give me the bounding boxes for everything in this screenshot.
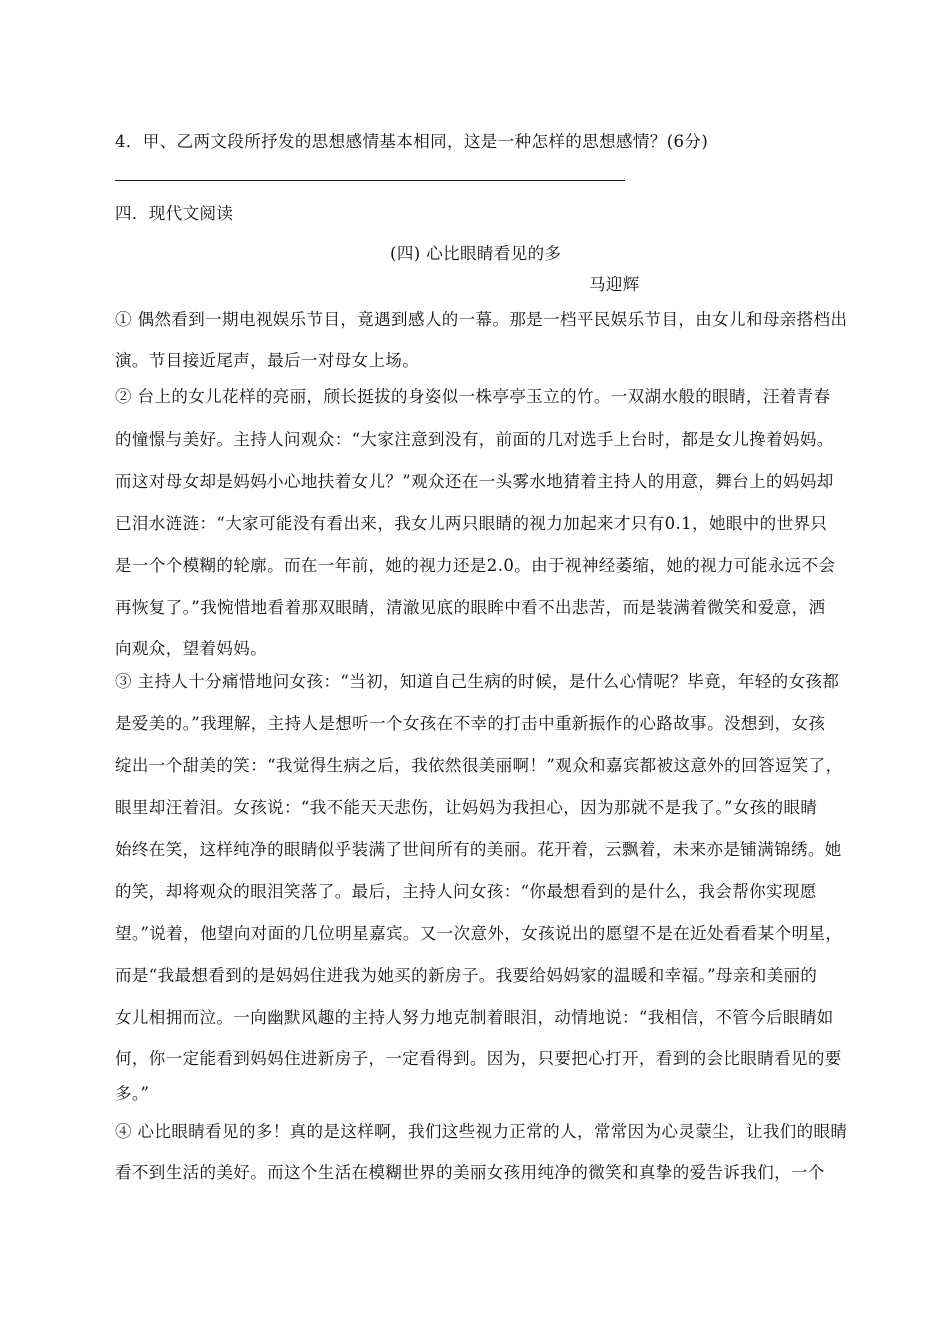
article-author: 马迎辉 — [589, 275, 640, 294]
body-line: 多。” — [115, 1084, 150, 1103]
body-line: ④ 心比眼睛看见的多！真的是这样啊，我们这些视力正常的人，常常因为心灵蒙尘，让我们的眼睛 — [115, 1122, 848, 1141]
body-line: 向观众，望着妈妈。 — [115, 639, 268, 658]
body-line: 看不到生活的美好。而这个生活在模糊世界的美丽女孩用纯净的微笑和真挚的爱告诉我们，一个 — [115, 1163, 825, 1182]
body-line: 绽出一个甜美的笑：“我觉得生病之后，我依然很美丽啊！”观众和嘉宾都被这意外的回答逗笑了， — [115, 756, 843, 775]
body-line: 何，你一定能看到妈妈住进新房子，一定看得到。因为，只要把心打开，看到的会比眼睛看见的要 — [115, 1049, 842, 1068]
body-line: 演。节目接近尾声，最后一对母女上场。 — [115, 351, 420, 370]
body-line: 已泪水涟涟：“大家可能没有看出来，我女儿两只眼睛的视力加起来才只有0.1，她眼中的世界只 — [115, 514, 828, 533]
question-4: 4．甲、乙两文段所抒发的思想感情基本相同，这是一种怎样的思想感情？(6分) — [115, 132, 709, 151]
body-line: 女儿相拥而泣。一向幽默风趣的主持人努力地克制着眼泪，动情地说：“我相信，不管今后眼睛如 — [115, 1008, 834, 1027]
body-line: 再恢复了。”我惋惜地看着那双眼睛，清澈见底的眼眸中看不出悲苦，而是装满着微笑和爱意，洒 — [115, 598, 826, 617]
body-line: 的笑，却将观众的眼泪笑落了。最后，主持人问女孩：“你最想看到的是什么，我会帮你实现愿 — [115, 882, 817, 901]
body-line: 眼里却汪着泪。女孩说：“我不能天天悲伤，让妈妈为我担心，因为那就不是我了。”女孩的眼睛 — [115, 798, 818, 817]
body-line: 是爱美的。”我理解，主持人是想听一个女孩在不幸的打击中重新振作的心路故事。没想到，女孩 — [115, 714, 826, 733]
body-line: ③ 主持人十分痛惜地问女孩：“当初，知道自己生病的时候，是什么心情呢？毕竟，年轻的女孩都 — [115, 672, 840, 691]
body-line: 的憧憬与美好。主持人问观众：“大家注意到没有，前面的几对选手上台时，都是女儿搀着妈妈。 — [115, 430, 834, 449]
article-title: (四) 心比眼睛看见的多 — [390, 244, 562, 263]
section-heading: 四．现代文阅读 — [115, 204, 234, 223]
body-line: 是一个个模糊的轮廓。而在一年前，她的视力还是2.0。由于视神经萎缩，她的视力可能永远不会 — [115, 556, 836, 575]
body-line: 望。”说着，他望向对面的几位明星嘉宾。又一次意外，女孩说出的愿望不是在近处看看某个明星， — [115, 924, 843, 943]
body-line: 始终在笑，这样纯净的眼睛似乎装满了世间所有的美丽。花开着，云飘着，未来亦是铺满锦绣。她 — [115, 840, 842, 859]
answer-line — [115, 180, 625, 181]
body-line: 而这对母女却是妈妈小心地扶着女儿？”观众还在一头雾水地猜着主持人的用意，舞台上的妈妈却 — [115, 472, 834, 491]
body-line: ② 台上的女儿花样的亮丽，颀长挺拔的身姿似一株亭亭玉立的竹。一双湖水般的眼睛，汪着青春 — [115, 387, 831, 406]
body-line: 而是“我最想看到的是妈妈住进我为她买的新房子。我要给妈妈家的温暖和幸福。”母亲和美丽的 — [115, 966, 818, 985]
body-line: ① 偶然看到一期电视娱乐节目，竟遇到感人的一幕。那是一档平民娱乐节目，由女儿和母亲搭档出 — [115, 310, 848, 329]
